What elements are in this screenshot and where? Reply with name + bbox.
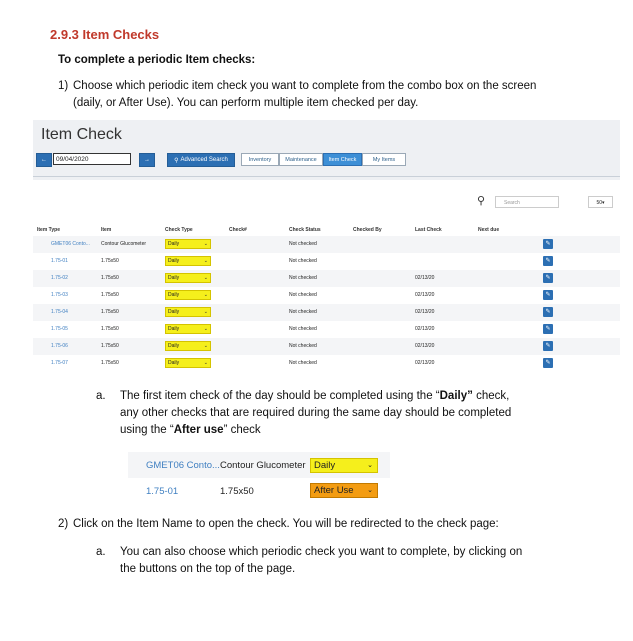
chevron-down-icon: ⌄ — [203, 309, 208, 315]
edit-button[interactable] — [543, 324, 553, 334]
chevron-down-icon: ⌄ — [367, 487, 373, 494]
page-size-select[interactable]: 50▾ — [588, 196, 613, 208]
daily-select[interactable]: Daily ⌄ — [310, 458, 378, 473]
item-name: 1.75x50 — [101, 292, 119, 298]
item-name: 1.75x50 — [101, 326, 119, 332]
table-row — [33, 270, 620, 287]
item-name: 1.75x50 — [101, 275, 119, 281]
step-a1-label: a. — [96, 390, 106, 402]
next-date-button[interactable] — [139, 153, 155, 167]
tab-item-check[interactable]: Item Check — [323, 153, 362, 166]
check-type-select[interactable]: Daily ⌄ — [165, 358, 211, 368]
col-last-check[interactable]: Last Check — [415, 227, 442, 233]
last-check: 02/13/20 — [415, 275, 435, 281]
tab-inventory[interactable]: Inventory — [241, 153, 279, 166]
chevron-down-icon: ⌄ — [203, 258, 208, 264]
step-a2-label: a. — [96, 546, 106, 558]
last-check: 02/13/20 — [415, 360, 435, 366]
item-name: Contour Glucometer — [220, 460, 306, 471]
last-check: 02/13/20 — [415, 326, 435, 332]
chevron-down-icon: ⌄ — [203, 241, 208, 247]
after-use-select[interactable]: After Use ⌄ — [310, 483, 378, 498]
check-status: Not checked — [289, 309, 317, 315]
col-checked-by[interactable]: Checked By — [353, 227, 382, 233]
chevron-down-icon: ⌄ — [203, 292, 208, 298]
col-next-due[interactable]: Next due — [478, 227, 500, 233]
arrow-left-icon: ← — [41, 157, 47, 163]
search-icon: ⚲ — [477, 195, 486, 207]
tab-my-items[interactable]: My Items — [362, 153, 406, 166]
chevron-down-icon: ▾ — [602, 200, 605, 206]
search-input[interactable]: Search — [495, 196, 559, 208]
check-status: Not checked — [289, 360, 317, 366]
item-name: 1.75x50 — [101, 360, 119, 366]
item-check-screenshot — [33, 120, 620, 378]
item-type-link[interactable]: 1.75-01 — [51, 258, 68, 264]
arrow-right-icon: → — [144, 157, 150, 163]
item-type-link[interactable]: GMET06 Conto... — [51, 241, 90, 247]
item-type-link[interactable]: 1.75-05 — [51, 326, 68, 332]
last-check: 02/13/20 — [415, 292, 435, 298]
item-type-link[interactable]: 1.75-06 — [51, 343, 68, 349]
item-type-link[interactable]: 1.75-07 — [51, 360, 68, 366]
advanced-search-label: Advanced Search — [180, 157, 228, 163]
step2-text: Click on the Item Name to open the check. You will be redirected to the check page: — [73, 518, 499, 530]
check-status: Not checked — [289, 292, 317, 298]
item-type-link[interactable]: 1.75-03 — [51, 292, 68, 298]
check-status: Not checked — [289, 343, 317, 349]
chevron-down-icon: ⌄ — [203, 326, 208, 332]
edit-button[interactable] — [543, 273, 553, 283]
item-name: 1.75x50 — [220, 486, 254, 497]
col-check-type[interactable]: Check Type — [165, 227, 193, 233]
edit-pencil-icon: ✎ — [545, 360, 551, 366]
col-check-number[interactable]: Check# — [229, 227, 247, 233]
edit-pencil-icon: ✎ — [545, 275, 551, 281]
step1-number: 1) — [58, 80, 69, 92]
col-check-status[interactable]: Check Status — [289, 227, 321, 233]
edit-pencil-icon: ✎ — [545, 258, 551, 264]
item-type-link[interactable]: GMET06 Conto... — [146, 460, 220, 471]
chevron-down-icon: ⌄ — [203, 275, 208, 281]
table-row — [33, 338, 620, 355]
table-row — [33, 355, 620, 372]
item-name: 1.75x50 — [101, 258, 119, 264]
table-row — [33, 321, 620, 338]
last-check: 02/13/20 — [415, 343, 435, 349]
chevron-down-icon: ⌄ — [203, 343, 208, 349]
check-type-select[interactable]: Daily ⌄ — [165, 256, 211, 266]
col-item-type[interactable]: Item Type — [37, 227, 60, 233]
section-heading: 2.9.3 Item Checks — [50, 27, 160, 42]
page-title: Item Check — [41, 126, 122, 143]
item-type-link[interactable]: 1.75-01 — [146, 486, 179, 497]
table-row — [33, 253, 620, 270]
step2-number: 2) — [58, 518, 69, 530]
edit-button[interactable] — [543, 307, 553, 317]
chevron-down-icon: ⌄ — [203, 360, 208, 366]
check-type-example — [128, 452, 390, 502]
item-type-link[interactable]: 1.75-04 — [51, 309, 68, 315]
table-row — [33, 236, 620, 253]
edit-pencil-icon: ✎ — [545, 309, 551, 315]
search-icon: ⚲ — [174, 157, 179, 164]
edit-button[interactable] — [543, 358, 553, 368]
check-type-select[interactable]: Daily ⌄ — [165, 290, 211, 300]
check-status: Not checked — [289, 275, 317, 281]
step-a1-text: The first item check of the day should be completed using the “Daily” check, any other checks that are required during the same day should be completed using the “After use” check — [120, 390, 512, 436]
table-row — [33, 287, 620, 304]
check-status: Not checked — [289, 258, 317, 264]
item-name: 1.75x50 — [101, 309, 119, 315]
step-a2-text: You can also choose which periodic check you want to complete, by clicking on the buttons on the top of the page. — [120, 546, 523, 575]
prev-date-button[interactable] — [36, 153, 52, 167]
check-type-select[interactable]: Daily ⌄ — [165, 239, 211, 249]
chevron-down-icon: ⌄ — [367, 462, 373, 469]
edit-button[interactable] — [543, 290, 553, 300]
step1-text: Choose which periodic item check you want to complete from the combo box on the screen (daily, or After Use). You can perform multiple item checked per day. — [73, 80, 537, 109]
edit-button[interactable] — [543, 341, 553, 351]
check-status: Not checked — [289, 241, 317, 247]
edit-button[interactable] — [543, 239, 553, 249]
edit-pencil-icon: ✎ — [545, 292, 551, 298]
last-check: 02/13/20 — [415, 309, 435, 315]
check-type-select[interactable]: Daily ⌄ — [165, 324, 211, 334]
date-input[interactable]: 09/04/2020 — [53, 153, 131, 165]
tab-maintenance[interactable]: Maintenance — [279, 153, 323, 166]
col-item[interactable]: Item — [101, 227, 112, 233]
edit-pencil-icon: ✎ — [545, 343, 551, 349]
check-type-select[interactable]: Daily ⌄ — [165, 307, 211, 317]
edit-pencil-icon: ✎ — [545, 326, 551, 332]
check-type-select[interactable]: Daily ⌄ — [165, 273, 211, 283]
check-type-select[interactable]: Daily ⌄ — [165, 341, 211, 351]
table-row — [33, 304, 620, 321]
advanced-search-button[interactable] — [167, 153, 235, 167]
subheading: To complete a periodic Item checks: — [58, 54, 256, 66]
divider — [33, 176, 620, 177]
check-status: Not checked — [289, 326, 317, 332]
edit-button[interactable] — [543, 256, 553, 266]
edit-pencil-icon: ✎ — [545, 241, 551, 247]
item-type-link[interactable]: 1.75-02 — [51, 275, 68, 281]
item-name: 1.75x50 — [101, 343, 119, 349]
item-name: Contour Glucometer — [101, 241, 147, 247]
